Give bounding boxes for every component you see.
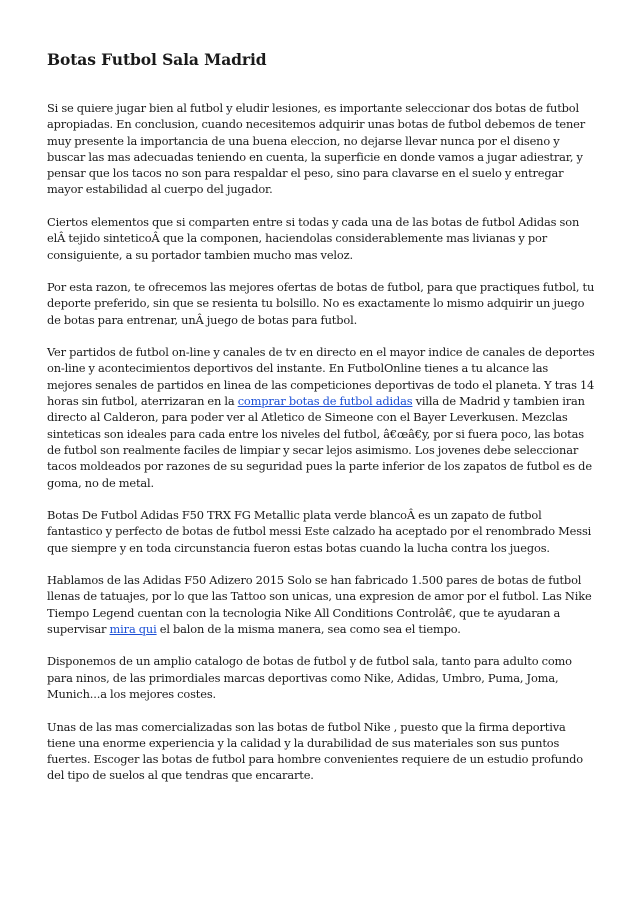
paragraph-8: Unas de las mas comercializadas son las botas de futbol Nike , puesto que la firma deportiva tiene una enorme experiencia y la calidad y la durabilidad de sus materiales son sus puntos fuertes. Escoger las botas de futbol para hombre convenientes requiere de un estudio profundo del tipo de suelos al que tendras que encararte. <box>47 719 583 783</box>
document-page <box>47 50 595 800</box>
paragraph-1: Si se quiere jugar bien al futbol y eludir lesiones, es importante seleccionar dos botas de futbol apropiadas. En conclusion, cuando necesitemos adquirir unas botas de futbol debemos de tener muy presente la importancia de una buena eleccion, no dejarse llevar nunca por el diseno y buscar las mas adecuadas teniendo en cuenta, la superficie en donde vamos a jugar adiestrar, y pensar que los tacos no son para respaldar el peso, sino para clavarse en el suelo y entregar mayor estabilidad al cuerpo del jugador. <box>47 101 586 197</box>
paragraph-6-text-after: el balon de la misma manera, sea como sea el tiempo. <box>156 621 461 636</box>
paragraph-4-text-after: villa de Madrid y tambien iran directo al Calderon, para poder ver al Atletico de Simeone con el Bayer Leverkusen. Mezclas sinteticas son ideales para cada entre los niveles del futbol, â€œâ€y, por si fuera poco, las botas de futbol son realmente faciles de limpiar y secar lejos asimismo. Los jovenes debe seleccionar tacos moldeados por razones de su seguridad pues la parte inferior de los zapatos de futbol es de goma, no de metal. <box>47 394 592 490</box>
comprar-botas-link[interactable]: comprar botas de futbol adidas <box>237 394 413 409</box>
paragraph-6 <box>47 572 595 637</box>
paragraph-7: Disponemos de un amplio catalogo de botas de futbol y de futbol sala, tanto para adulto como para ninos, de las primordiales marcas deportivas como Nike, Adidas, Umbro, Puma, Joma, Munich...a los mejores costes. <box>47 654 572 702</box>
paragraph-4 <box>47 344 595 491</box>
paragraph-6-text-before: Hablamos de las Adidas F50 Adizero 2015 Solo se han fabricado 1.500 pares de botas de futbol llenas de tatuajes, por lo que las Tattoo son unicas, una expresion de amor por el futbol. Las Nike Tiempo Legend cuentan con la tecnologia Nike All Conditions Controlâ€, que te ayudaran a supervisar <box>47 573 592 636</box>
paragraph-2: Ciertos elementos que si comparten entre si todas y cada una de las botas de futbol Adidas son elÂ tejido sinteticoÂ que la componen, haciendolas considerablemente mas livianas y por consiguiente, a su portador tambien mucho mas veloz. <box>47 214 580 262</box>
page-title: Botas Futbol Sala Madrid <box>47 50 267 69</box>
paragraph-3: Por esta razon, te ofrecemos las mejores ofertas de botas de futbol, para que practiques futbol, tu deporte preferido, sin que se resienta tu bolsillo. No es exactamente lo mismo adquirir un juego de botas para entrenar, unÂ juego de botas para futbol. <box>47 280 595 327</box>
paragraph-4-text-before: Ver partidos de futbol on-line y canales de tv en directo en el mayor indice de canales de deportes on-line y acontecimientos deportivos del instante. En FutbolOnline tienes a tu alcance las mejores senales de partidos en linea de las competiciones deportivas de todo el planeta. Y tras 14 horas sin futbol, aterrizaran en la <box>47 345 595 409</box>
mira-qui-link[interactable]: mira qui <box>109 621 157 636</box>
paragraph-5: Botas De Futbol Adidas F50 TRX FG Metallic plata verde blancoÂ es un zapato de futbol fantastico y perfecto de botas de futbol messi Este calzado ha aceptado por el renombrado Messi que siempre y en toda circunstancia fueron estas botas cuando la lucha contra los juegos. <box>47 507 592 555</box>
